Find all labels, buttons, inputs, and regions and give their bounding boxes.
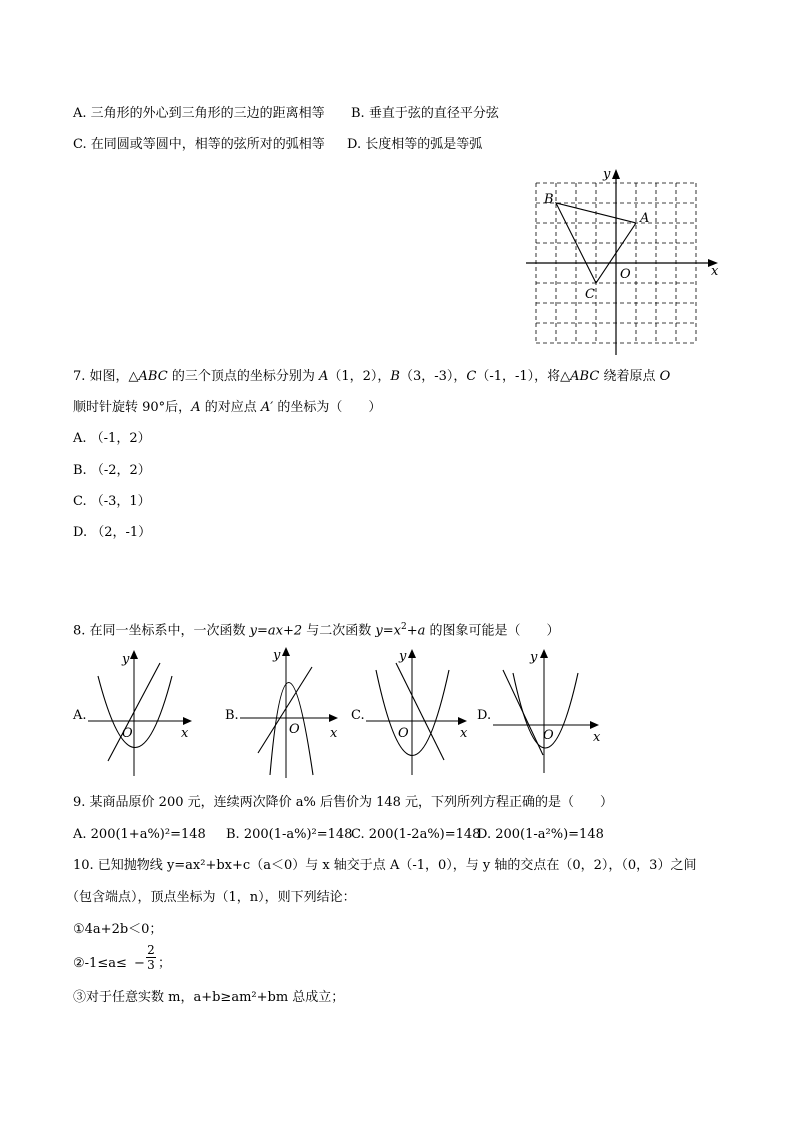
- q8-c-label-y: y: [399, 649, 407, 664]
- q6-option-b: B. 垂直于弦的直径平分弦: [351, 106, 499, 121]
- q7-label-o: O: [620, 267, 631, 282]
- q9-stem: 9. 某商品原价 200 元，连续两次降价 a% 后售价为 148 元，下列所列方程正确的是（ ）: [73, 795, 614, 810]
- q8-b-label-o: O: [289, 722, 300, 737]
- q7-y-arrow: [612, 169, 620, 179]
- q8-graph-c: [366, 645, 481, 775]
- q10-conclusion-2: ②-1≤a≤: [73, 956, 127, 971]
- q7-coordinate-figure: [524, 165, 724, 355]
- q10-conclusion-1: ①4a+2b＜0；: [73, 922, 163, 937]
- q8-b-label-x: x: [330, 726, 338, 741]
- q10-conclusion-3: ③对于任意实数 m，a+b≥am²+bm 总成立；: [73, 990, 345, 1005]
- q7-stem-line2: 顺时针旋转 90°后，A 的对应点 A′ 的坐标为（ ）: [73, 400, 382, 415]
- q8-c-label-o: O: [398, 726, 409, 741]
- q7-label-b: B: [544, 192, 554, 207]
- q8-d-label-x: x: [593, 730, 601, 745]
- q8-graph-b-label: B.: [225, 708, 239, 723]
- q6-option-c: C. 在同圆或等圆中，相等的弦所对的弧相等: [73, 137, 325, 152]
- q8-stem: 8. 在同一坐标系中，一次函数 y=ax+2 与二次函数 $y=x^2+a$ 的图象可能是（ ）: [73, 622, 560, 639]
- q8-graph-d: [493, 645, 618, 775]
- q7-option-a: A. （-1，2）: [73, 431, 151, 446]
- q10-stem-line1: 10. 已知抛物线 y=ax²+bx+c（a＜0）与 x 轴交于点 A（-1，0），与 y 轴的交点在（0，2），（0，3）之间: [73, 858, 697, 873]
- q8-b-label-y: y: [273, 648, 281, 663]
- q7-stem-line1: 7. 如图，△ABC 的三个顶点的坐标分别为 A（1，2），B（3，-3），C（-1，-1），将△ABC 绕着原点 O: [73, 369, 671, 384]
- q8-graph-a-label: A.: [73, 708, 87, 723]
- q9-option-a: A. 200(1+a%)²=148: [73, 827, 206, 842]
- q8-d-label-y: y: [530, 650, 538, 665]
- q8-a-label-y: y: [122, 652, 130, 667]
- q7-label-c: C: [585, 287, 595, 302]
- q6-option-a: A. 三角形的外心到三角形的三边的距离相等: [73, 106, 325, 121]
- q7-label-y: y: [603, 167, 611, 182]
- q8-graph-b: [240, 643, 350, 778]
- q7-label-x: x: [711, 264, 719, 279]
- q10-stem-line2: （包含端点），顶点坐标为（1，n），则下列结论：: [66, 890, 356, 905]
- q7-option-b: B. （-2，2）: [73, 463, 151, 478]
- q8-graph-a: [88, 648, 198, 778]
- q7-option-d: D. （2，-1）: [73, 525, 152, 540]
- q8-a-label-o: O: [122, 726, 133, 741]
- q8-a-label-x: x: [181, 726, 189, 741]
- q9-option-b: B. 200(1-a%)²=148: [226, 827, 353, 842]
- q8-graph-d-label: D.: [477, 708, 492, 723]
- q8-c-label-x: x: [460, 726, 468, 741]
- q10-c2-minus: −: [134, 956, 145, 971]
- q9-option-d: D. 200(1-a²%)=148: [477, 827, 604, 842]
- q8-graph-c-label: C.: [351, 708, 365, 723]
- q6-option-d: D. 长度相等的弧是等弧: [347, 137, 483, 152]
- q7-option-c: C. （-3，1）: [73, 494, 151, 509]
- q8-d-label-o: O: [543, 728, 554, 743]
- q10-c2-fraction: $\frac{2}{3}$: [147, 943, 155, 972]
- q7-label-a: A: [640, 211, 650, 226]
- q9-option-c: C. 200(1-2a%)=148: [351, 827, 481, 842]
- q10-c2-end: ；: [158, 956, 172, 971]
